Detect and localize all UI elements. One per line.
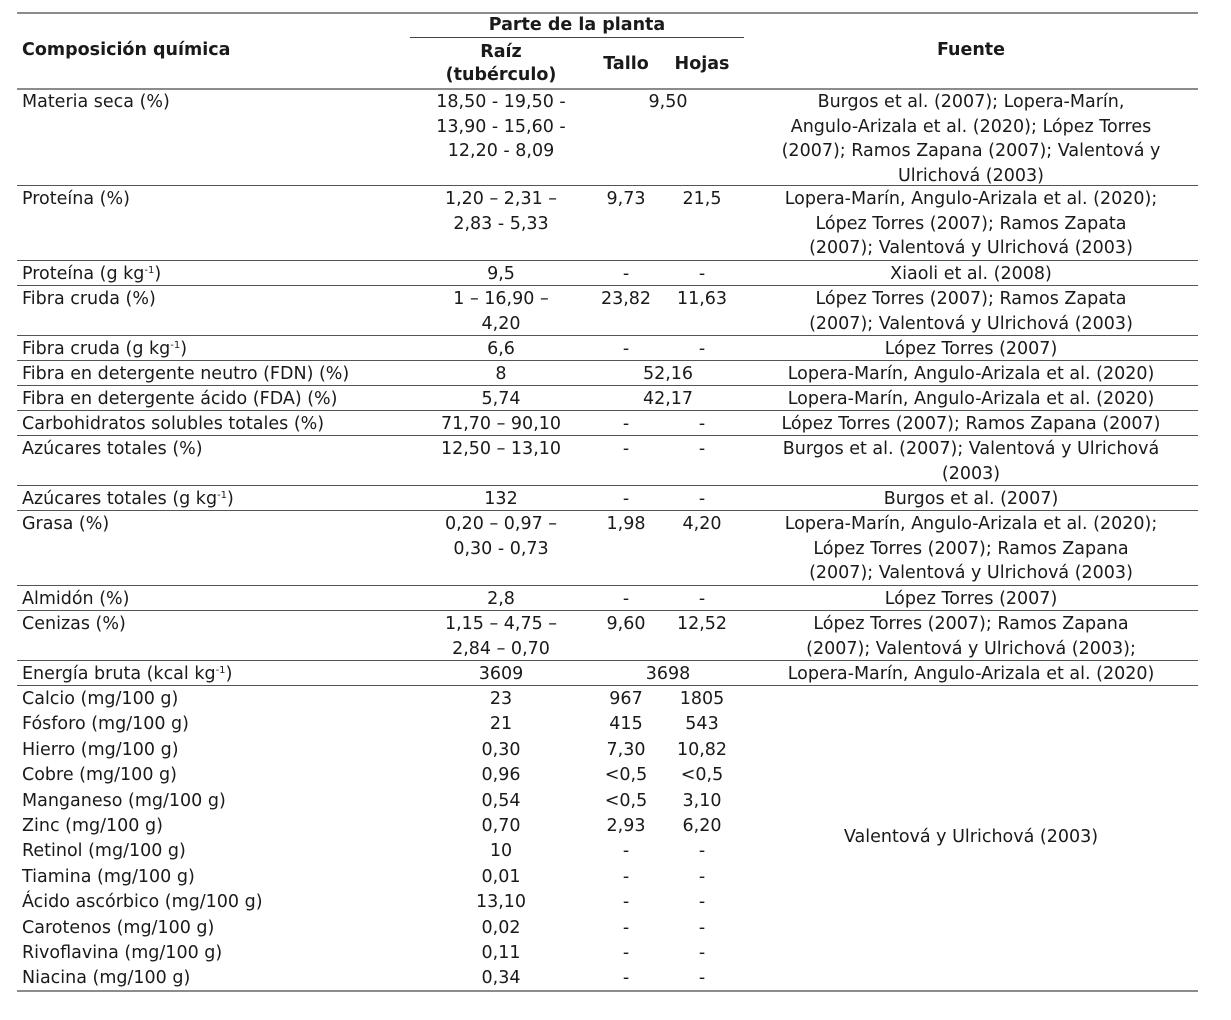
tallo-value: <0,5 xyxy=(604,765,648,786)
table-row xyxy=(17,385,1198,410)
tallo-hojas-value: 3698 xyxy=(645,664,691,684)
table-row xyxy=(17,710,1198,735)
tallo-value: - xyxy=(622,414,630,434)
row-label: Niacina (mg/100 g) xyxy=(22,968,191,989)
table-row xyxy=(17,660,1198,685)
row-label xyxy=(22,187,410,212)
row-label: Tiamina (mg/100 g) xyxy=(22,866,195,887)
header-tallo: Tallo xyxy=(603,54,649,74)
hojas-value: - xyxy=(698,414,706,434)
fuente-value: López Torres (2007); Ramos Zapana (2007) xyxy=(781,414,1161,434)
table-bottom-border xyxy=(17,990,1198,992)
tallo-value: 7,30 xyxy=(606,739,646,760)
hojas-value: - xyxy=(698,866,706,887)
raiz-value: 9,5 xyxy=(487,264,515,284)
table-row xyxy=(17,88,1198,185)
raiz-value: 12,50 – 13,10 xyxy=(440,439,562,459)
table-row xyxy=(17,335,1198,360)
fuente-value: Burgos et al. (2007); Lopera-Marín, Angulo-Arizala et al. (2020); López Torres (2007); Ramos Zapana (2007); Valentová y Ulrichová (2003) xyxy=(781,92,1161,186)
raiz-value: 0,11 xyxy=(481,943,521,963)
hojas-value: 21,5 xyxy=(682,189,722,209)
fuente-value: López Torres (2007); Ramos Zapata (2007); Valentová y Ulrichová (2003) xyxy=(809,289,1133,334)
row-label-text: Materia seca (%) xyxy=(22,92,170,112)
raiz-value: 0,20 – 0,97 – 0,30 - 0,73 xyxy=(444,514,558,559)
raiz-value: 13,10 xyxy=(475,892,527,913)
hojas-value: - xyxy=(698,489,706,509)
table-row xyxy=(17,360,1198,385)
raiz-value: 0,34 xyxy=(481,968,521,989)
raiz-value: 0,54 xyxy=(481,790,521,811)
raiz-value: 5,74 xyxy=(481,389,521,409)
table-row xyxy=(17,260,1198,285)
row-label-superscript: -1 xyxy=(215,665,226,676)
row-label-superscript: -1 xyxy=(144,265,155,276)
hojas-value: - xyxy=(698,968,706,989)
raiz-value: 10 xyxy=(489,841,513,862)
row-label-end: ) xyxy=(180,339,188,359)
hojas-value: 4,20 xyxy=(682,514,722,534)
raiz-value: 3609 xyxy=(478,664,524,684)
hojas-value: - xyxy=(698,589,706,609)
row-label: Calcio (mg/100 g) xyxy=(22,689,179,709)
row-label xyxy=(22,262,410,287)
row-label-superscript: -1 xyxy=(217,490,228,501)
row-label-text: Proteína (g kg xyxy=(22,264,145,284)
hojas-value: - xyxy=(698,943,706,963)
tallo-value: <0,5 xyxy=(604,790,648,811)
table-row xyxy=(17,585,1198,610)
row-label: Fósforo (mg/100 g) xyxy=(22,714,189,735)
fuente-value: Xiaoli et al. (2008) xyxy=(890,264,1052,284)
tallo-value: 9,60 xyxy=(606,614,646,634)
raiz-value: 0,30 xyxy=(481,739,521,760)
raiz-value: 18,50 - 19,50 - 13,90 - 15,60 - 12,20 - 8,09 xyxy=(436,92,566,161)
row-label xyxy=(22,337,410,362)
raiz-value: 2,8 xyxy=(487,589,515,609)
tallo-value: - xyxy=(622,892,630,913)
table-row xyxy=(17,914,1198,939)
header-raiz-line1: Raíz xyxy=(480,42,522,62)
row-label-text: Almidón (%) xyxy=(22,589,130,609)
tallo-hojas-value: 9,50 xyxy=(648,92,688,112)
table-row xyxy=(17,736,1198,761)
row-label-text: Grasa (%) xyxy=(22,514,110,534)
tallo-value: - xyxy=(622,866,630,887)
row-label xyxy=(22,412,410,437)
row-label-text: Proteína (%) xyxy=(22,189,130,209)
tallo-value: 1,98 xyxy=(606,514,646,534)
tallo-value: 23,82 xyxy=(600,289,652,309)
row-label: Manganeso (mg/100 g) xyxy=(22,790,226,811)
row-label: Ácido ascórbico (mg/100 g) xyxy=(22,892,263,913)
raiz-value: 0,01 xyxy=(481,866,521,887)
table-row xyxy=(17,285,1198,335)
minerals-fuente: Valentová y Ulrichová (2003) xyxy=(843,827,1099,847)
raiz-value: 8 xyxy=(495,364,507,384)
fuente-value: López Torres (2007); Ramos Zapana (2007); Valentová y Ulrichová (2003); xyxy=(806,614,1136,659)
table-row xyxy=(17,610,1198,660)
hojas-value: 10,82 xyxy=(676,739,728,760)
raiz-value: 1,20 – 2,31 – 2,83 - 5,33 xyxy=(444,189,558,234)
hojas-value: <0,5 xyxy=(680,765,724,786)
tallo-value: - xyxy=(622,264,630,284)
hojas-value: 12,52 xyxy=(676,614,728,634)
tallo-value: - xyxy=(622,589,630,609)
row-label: Cobre (mg/100 g) xyxy=(22,765,177,786)
row-label: Hierro (mg/100 g) xyxy=(22,739,179,760)
table-row xyxy=(17,410,1198,435)
hojas-value: 11,63 xyxy=(676,289,728,309)
row-label-text: Fibra en detergente neutro (FDN) (%) xyxy=(22,364,350,384)
header-fuente: Fuente xyxy=(936,40,1006,60)
header-raiz xyxy=(410,41,592,87)
fuente-value: Burgos et al. (2007); Valentová y Ulrichová (2003) xyxy=(782,439,1160,484)
fuente-value: López Torres (2007) xyxy=(884,589,1058,609)
row-label-text: Carbohidratos solubles totales (%) xyxy=(22,414,325,434)
table-row xyxy=(17,863,1198,888)
row-label-text: Azúcares totales (%) xyxy=(22,439,203,459)
tallo-hojas-value: 42,17 xyxy=(642,389,694,409)
fuente-value: Lopera-Marín, Angulo-Arizala et al. (2020); López Torres (2007); Ramos Zapana (2007); Valentová y Ulrichová (2003) xyxy=(784,514,1158,583)
table-row xyxy=(17,787,1198,812)
table-row xyxy=(17,964,1198,989)
row-label-superscript: -1 xyxy=(170,340,181,351)
raiz-value: 6,6 xyxy=(487,339,515,359)
header-group-underline xyxy=(410,37,744,38)
table-row xyxy=(17,485,1198,510)
table-row xyxy=(17,888,1198,913)
row-label: Retinol (mg/100 g) xyxy=(22,841,186,862)
row-label xyxy=(22,662,410,687)
row-label xyxy=(22,362,410,387)
row-label xyxy=(22,90,410,115)
tallo-value: 967 xyxy=(609,689,643,709)
row-label-text: Energía bruta (kcal kg xyxy=(22,664,216,684)
raiz-value: 0,70 xyxy=(481,816,521,836)
tallo-value: - xyxy=(622,339,630,359)
header-composicion: Composición química xyxy=(22,40,231,60)
header-hojas: Hojas xyxy=(674,54,730,74)
fuente-value: López Torres (2007) xyxy=(884,339,1058,359)
row-label-end: ) xyxy=(225,664,233,684)
row-label-text: Fibra cruda (%) xyxy=(22,289,156,309)
raiz-value: 21 xyxy=(489,714,513,735)
row-label-text: Cenizas (%) xyxy=(22,614,126,634)
table-row xyxy=(17,435,1198,485)
table-row xyxy=(17,939,1198,964)
raiz-value: 23 xyxy=(489,689,513,709)
header-raiz-line2: (tubérculo) xyxy=(445,65,557,85)
hojas-value: - xyxy=(698,917,706,938)
fuente-value: Lopera-Marín, Angulo-Arizala et al. (2020); López Torres (2007); Ramos Zapata (2007); Valentová y Ulrichová (2003) xyxy=(784,189,1158,258)
raiz-value: 0,02 xyxy=(481,917,521,938)
hojas-value: - xyxy=(698,892,706,913)
row-label xyxy=(22,612,410,637)
row-label-end: ) xyxy=(227,489,234,509)
raiz-value: 71,70 – 90,10 xyxy=(440,414,562,434)
hojas-value: - xyxy=(698,841,706,862)
tallo-value: 9,73 xyxy=(606,189,646,209)
row-label: Zinc (mg/100 g) xyxy=(22,816,163,836)
header-parte-planta: Parte de la planta xyxy=(488,15,666,35)
row-label-text: Fibra en detergente ácido (FDA) (%) xyxy=(22,389,338,409)
tallo-value: - xyxy=(622,489,630,509)
raiz-value: 1 – 16,90 – 4,20 xyxy=(453,289,549,334)
fuente-value: Lopera-Marín, Angulo-Arizala et al. (2020) xyxy=(787,664,1155,684)
hojas-value: - xyxy=(698,339,706,359)
row-label-end: ) xyxy=(154,264,162,284)
tallo-value: - xyxy=(622,917,630,938)
row-label-text: Fibra cruda (g kg xyxy=(22,339,171,359)
row-label xyxy=(22,387,410,412)
hojas-value: 6,20 xyxy=(682,816,722,836)
row-label xyxy=(22,512,410,537)
hojas-value: 1805 xyxy=(679,689,725,709)
row-label xyxy=(22,487,410,512)
table-row xyxy=(17,685,1198,710)
hojas-value: 3,10 xyxy=(682,790,722,811)
tallo-value: 415 xyxy=(609,714,643,735)
row-label: Carotenos (mg/100 g) xyxy=(22,917,215,938)
hojas-value: - xyxy=(698,264,706,284)
tallo-value: - xyxy=(622,439,630,459)
fuente-value: Lopera-Marín, Angulo-Arizala et al. (2020) xyxy=(787,364,1155,384)
fuente-value: Burgos et al. (2007) xyxy=(883,489,1059,509)
tallo-value: 2,93 xyxy=(606,816,646,836)
raiz-value: 0,96 xyxy=(481,765,521,786)
raiz-value: 132 xyxy=(484,489,518,509)
row-label: Rivoflavina (mg/100 g) xyxy=(22,943,223,963)
table-row xyxy=(17,761,1198,786)
table-row xyxy=(17,185,1198,260)
fuente-value: Lopera-Marín, Angulo-Arizala et al. (2020) xyxy=(787,389,1155,409)
tallo-value: - xyxy=(622,943,630,963)
raiz-value: 1,15 – 4,75 – 2,84 – 0,70 xyxy=(444,614,558,659)
hojas-value: - xyxy=(698,439,706,459)
tallo-hojas-value: 52,16 xyxy=(642,364,694,384)
tallo-value: - xyxy=(622,841,630,862)
row-label-text: Azúcares totales (g kg xyxy=(22,489,218,509)
tallo-value: - xyxy=(622,968,630,989)
row-label xyxy=(22,587,410,612)
table-row xyxy=(17,510,1198,585)
row-label xyxy=(22,437,410,462)
hojas-value: 543 xyxy=(685,714,719,735)
row-label xyxy=(22,287,410,312)
